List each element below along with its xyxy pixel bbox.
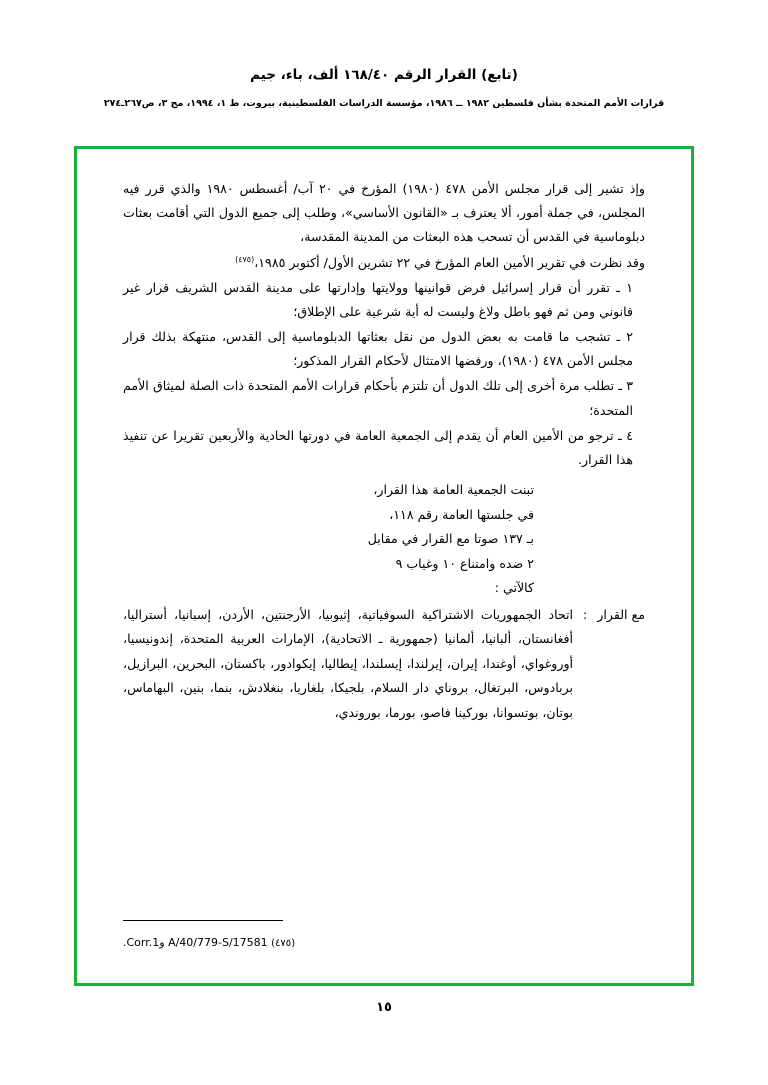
paragraph-text: ٤ ـ ترجو من الأمين العام أن يقدم إلى الجمعية العامة في دورتها الحادية والأربعين تقريرا عن تنفيذ هذا القرار.: [123, 427, 633, 467]
resolution-body: [123, 177, 645, 726]
paragraph-text: ٣ ـ تطلب مرة أخرى إلى تلك الدول أن تلتزم بأحكام قرارات الأمم المتحدة ذات الصلة لميثاق الأمم المتحدة؛: [123, 378, 633, 418]
paragraph-considered-sg-report: [123, 251, 645, 275]
footnote: [123, 936, 295, 949]
paragraph-text: ١ ـ تقرر أن قرار إسرائيل فرض قوانينها وولايتها وإدارتها على مدينة القدس الشريف قرار غير قانوني ومن ثم فهو باطل ولاغ وليست له أية شرعية على الإطلاق؛: [123, 279, 633, 319]
paragraph-text: ٢ ـ تشجب ما قامت به بعض الدول من نقل بعثاتها الدبلوماسية إلى القدس، منتهكة بذلك قرار مجلس الأمن ٤٧٨ (١٩٨٠)، ورفضها الامتثال لأحكام القرار المذكور؛: [123, 329, 633, 369]
footnote-divider: [123, 920, 283, 921]
paragraph-recall-sc-478: [123, 177, 645, 250]
as-follows-label: كالآتي :: [494, 580, 534, 596]
votes-in-favour-countries: اتحاد الجمهوريات الاشتراكية السوفياتية، إثيوبيا، الأرجنتين، الأردن، إسبانيا، أستراليا، أفغانستان، ألبانيا، ألمانيا (جمهورية ـ الاتحادية)، الإمارات العربية المتحدة، إندونيسيا، أوروغواي، أوغندا، إيران، إيرلندا، إيسلندا، إيطاليا، إيكوادور، باكستان، البحرين، البرازيل، بربادوس، البرتغال، بروناي دار السلام، بلجيكا، بلغاريا، بنغلادش، بنما، بنين، البهاماس، بوتان، بوتسوانا، بوركينا فاصو، بورما، بوروندي،: [123, 606, 574, 720]
paragraph-operative-1: [123, 276, 645, 324]
page-header: [0, 66, 768, 111]
content-frame: [74, 146, 694, 986]
content-area: [77, 149, 691, 983]
footnote-text: A/40/779-S/17581 وCorr.1.: [123, 936, 268, 949]
adoption-line: بـ ١٣٧ صوتا مع القرار في مقابل: [367, 531, 534, 547]
votes-in-favour-block: [123, 603, 645, 726]
page-title: (تابع) القرار الرقم ١٦٨/٤٠ ألف، باء، جيم: [250, 67, 518, 83]
votes-colon: :: [583, 606, 588, 622]
paragraph-text: وإذ تشير إلى قرار مجلس الأمن ٤٧٨ (١٩٨٠) المؤرخ في ٢٠ آب/ أغسطس ١٩٨٠ والذي قرر فيه المجلس، في جملة أمور، ألا يعترف بـ «القانون الأساسي»، وطلب إلى جميع الدول التي أقامت بعثات دبلوماسية في القدس أن تسحب هذه البعثات من المدينة المقدسة،: [123, 181, 645, 245]
paragraph-operative-2: [123, 325, 645, 373]
adoption-note: [234, 478, 534, 601]
votes-in-favour-label: مع القرار: [597, 606, 645, 622]
page-number: ١٥: [376, 1000, 392, 1015]
paragraph-operative-3: [123, 374, 645, 422]
adoption-line: تبنت الجمعية العامة هذا القرار،: [373, 482, 534, 498]
adoption-line: في جلستها العامة رقم ١١٨،: [389, 506, 534, 522]
paragraph-operative-4: [123, 424, 645, 472]
adoption-line: ٢ ضده وامتناع ١٠ وغياب ٩: [395, 555, 534, 571]
footnote-marker: (٤٧٥): [235, 254, 255, 264]
source-citation: قرارات الأمم المتحدة بشأن فلسطين ١٩٨٢ ــ ١٩٨٦، مؤسسة الدراسات الفلسطينية، بيروت، ط ١، ١٩٩٤، مج ٣، ص٢٦٧ـ٢٧٤: [103, 97, 665, 109]
footnote-number: (٤٧٥): [271, 938, 296, 949]
paragraph-text: وقد نظرت في تقرير الأمين العام المؤرخ في ٢٢ تشرين الأول/ أكتوبر ١٩٨٥،: [254, 254, 645, 270]
